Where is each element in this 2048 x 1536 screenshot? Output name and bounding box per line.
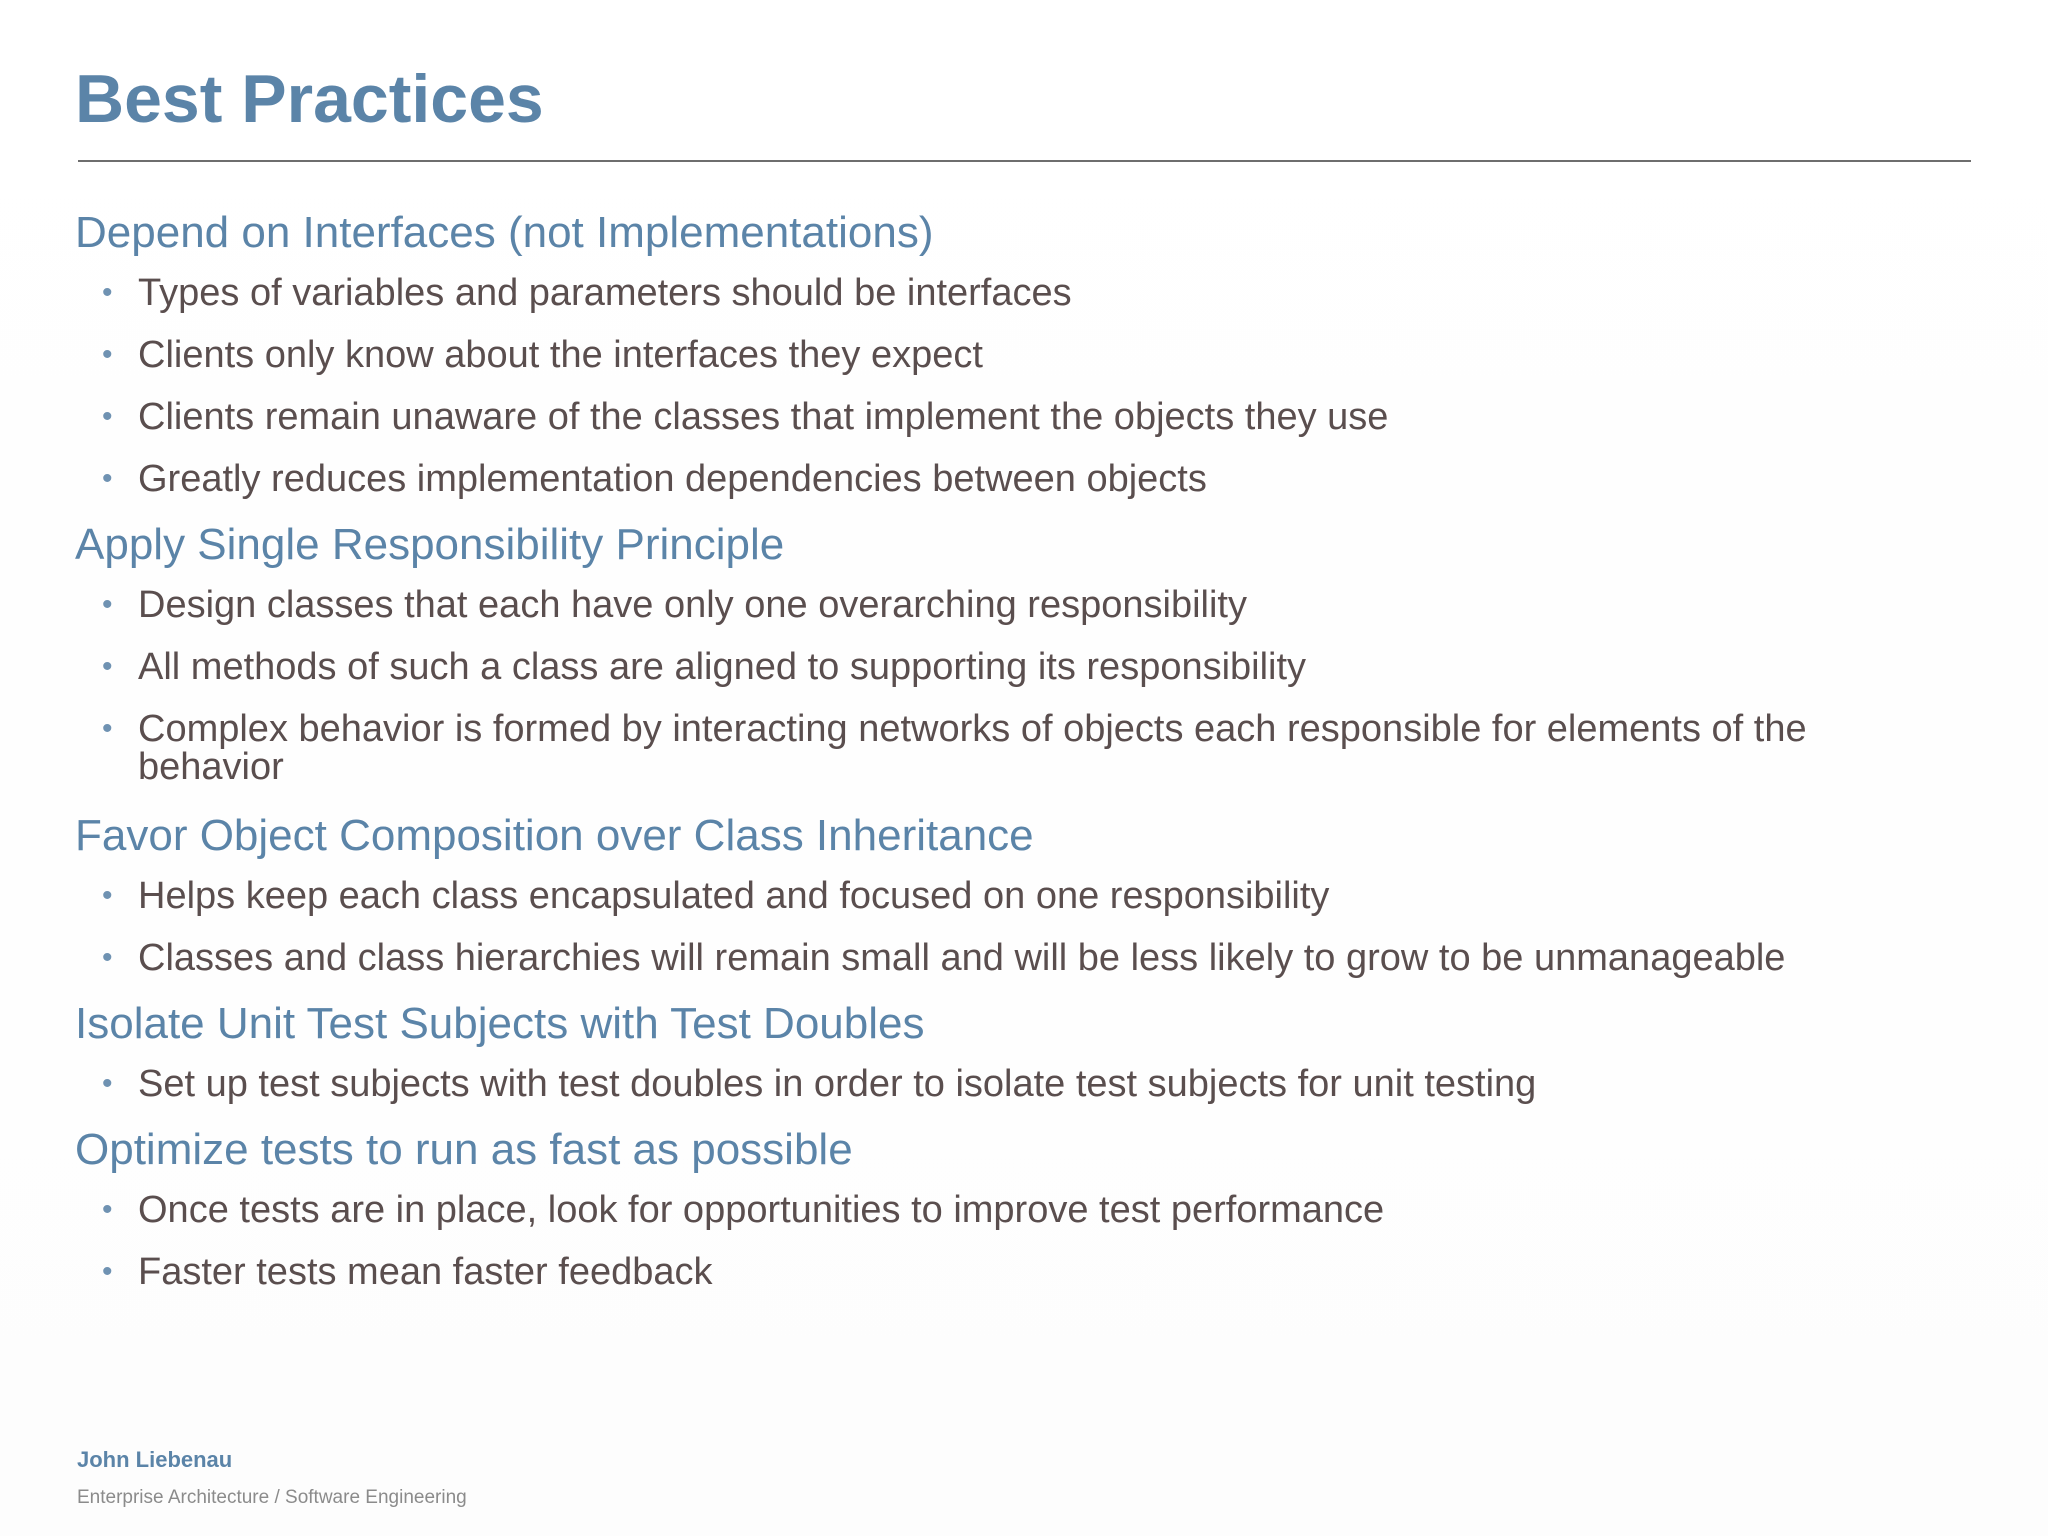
list-item bbox=[75, 928, 1875, 990]
bullet-list bbox=[75, 575, 1875, 802]
section-heading: Isolate Unit Test Subjects with Test Doubles bbox=[75, 999, 925, 1048]
bullet-text: Classes and class hierarchies will remain small and will be less likely to grow to be unmanageable bbox=[138, 937, 1786, 979]
section-heading: Optimize tests to run as fast as possible bbox=[75, 1125, 853, 1174]
bullet-icon: • bbox=[102, 712, 113, 745]
bullet-icon: • bbox=[102, 1193, 113, 1226]
bullet-icon: • bbox=[102, 879, 113, 912]
slide-content bbox=[75, 203, 1875, 1308]
list-item bbox=[75, 1054, 1875, 1116]
footer-subtitle: Enterprise Architecture / Software Engineering bbox=[77, 1487, 467, 1508]
list-item bbox=[75, 263, 1875, 325]
bullet-text: Once tests are in place, look for opportunities to improve test performance bbox=[138, 1189, 1385, 1231]
list-item bbox=[75, 575, 1875, 637]
list-item bbox=[75, 699, 1875, 802]
footer-author: John Liebenau bbox=[77, 1447, 233, 1472]
bullet-icon: • bbox=[102, 1255, 113, 1288]
title-divider bbox=[78, 160, 1971, 162]
section-heading: Apply Single Responsibility Principle bbox=[75, 520, 785, 569]
bullet-list bbox=[75, 1054, 1875, 1116]
bullet-text: All methods of such a class are aligned to supporting its responsibility bbox=[138, 646, 1307, 688]
bullet-list bbox=[75, 866, 1875, 990]
bullet-text: Greatly reduces implementation dependencies between objects bbox=[138, 458, 1207, 500]
bullet-text: Complex behavior is formed by interacting networks of objects each responsible for elements of the behavior bbox=[138, 708, 1807, 788]
list-item bbox=[75, 866, 1875, 928]
bullet-icon: • bbox=[102, 338, 113, 371]
bullet-icon: • bbox=[102, 650, 113, 683]
list-item bbox=[75, 1180, 1875, 1242]
list-item bbox=[75, 325, 1875, 387]
slide-title: Best Practices bbox=[75, 61, 544, 137]
bullet-list bbox=[75, 1180, 1875, 1304]
bullet-text: Clients remain unaware of the classes that implement the objects they use bbox=[138, 396, 1389, 438]
bullet-icon: • bbox=[102, 276, 113, 309]
bullet-icon: • bbox=[102, 588, 113, 621]
list-item bbox=[75, 449, 1875, 511]
bullet-list bbox=[75, 263, 1875, 511]
bullet-icon: • bbox=[102, 1067, 113, 1100]
list-item bbox=[75, 387, 1875, 449]
bullet-text: Helps keep each class encapsulated and focused on one responsibility bbox=[138, 875, 1330, 917]
bullet-text: Set up test subjects with test doubles in order to isolate test subjects for unit testing bbox=[138, 1063, 1537, 1105]
bullet-icon: • bbox=[102, 462, 113, 495]
section-heading: Depend on Interfaces (not Implementations) bbox=[75, 208, 934, 257]
bullet-text: Types of variables and parameters should be interfaces bbox=[138, 272, 1072, 314]
bullet-text: Design classes that each have only one overarching responsibility bbox=[138, 584, 1247, 626]
bullet-text: Clients only know about the interfaces they expect bbox=[138, 334, 983, 376]
bullet-icon: • bbox=[102, 941, 113, 974]
section-heading: Favor Object Composition over Class Inheritance bbox=[75, 811, 1034, 860]
list-item bbox=[75, 637, 1875, 699]
bullet-text: Faster tests mean faster feedback bbox=[138, 1251, 713, 1293]
list-item bbox=[75, 1242, 1875, 1304]
bullet-icon: • bbox=[102, 400, 113, 433]
